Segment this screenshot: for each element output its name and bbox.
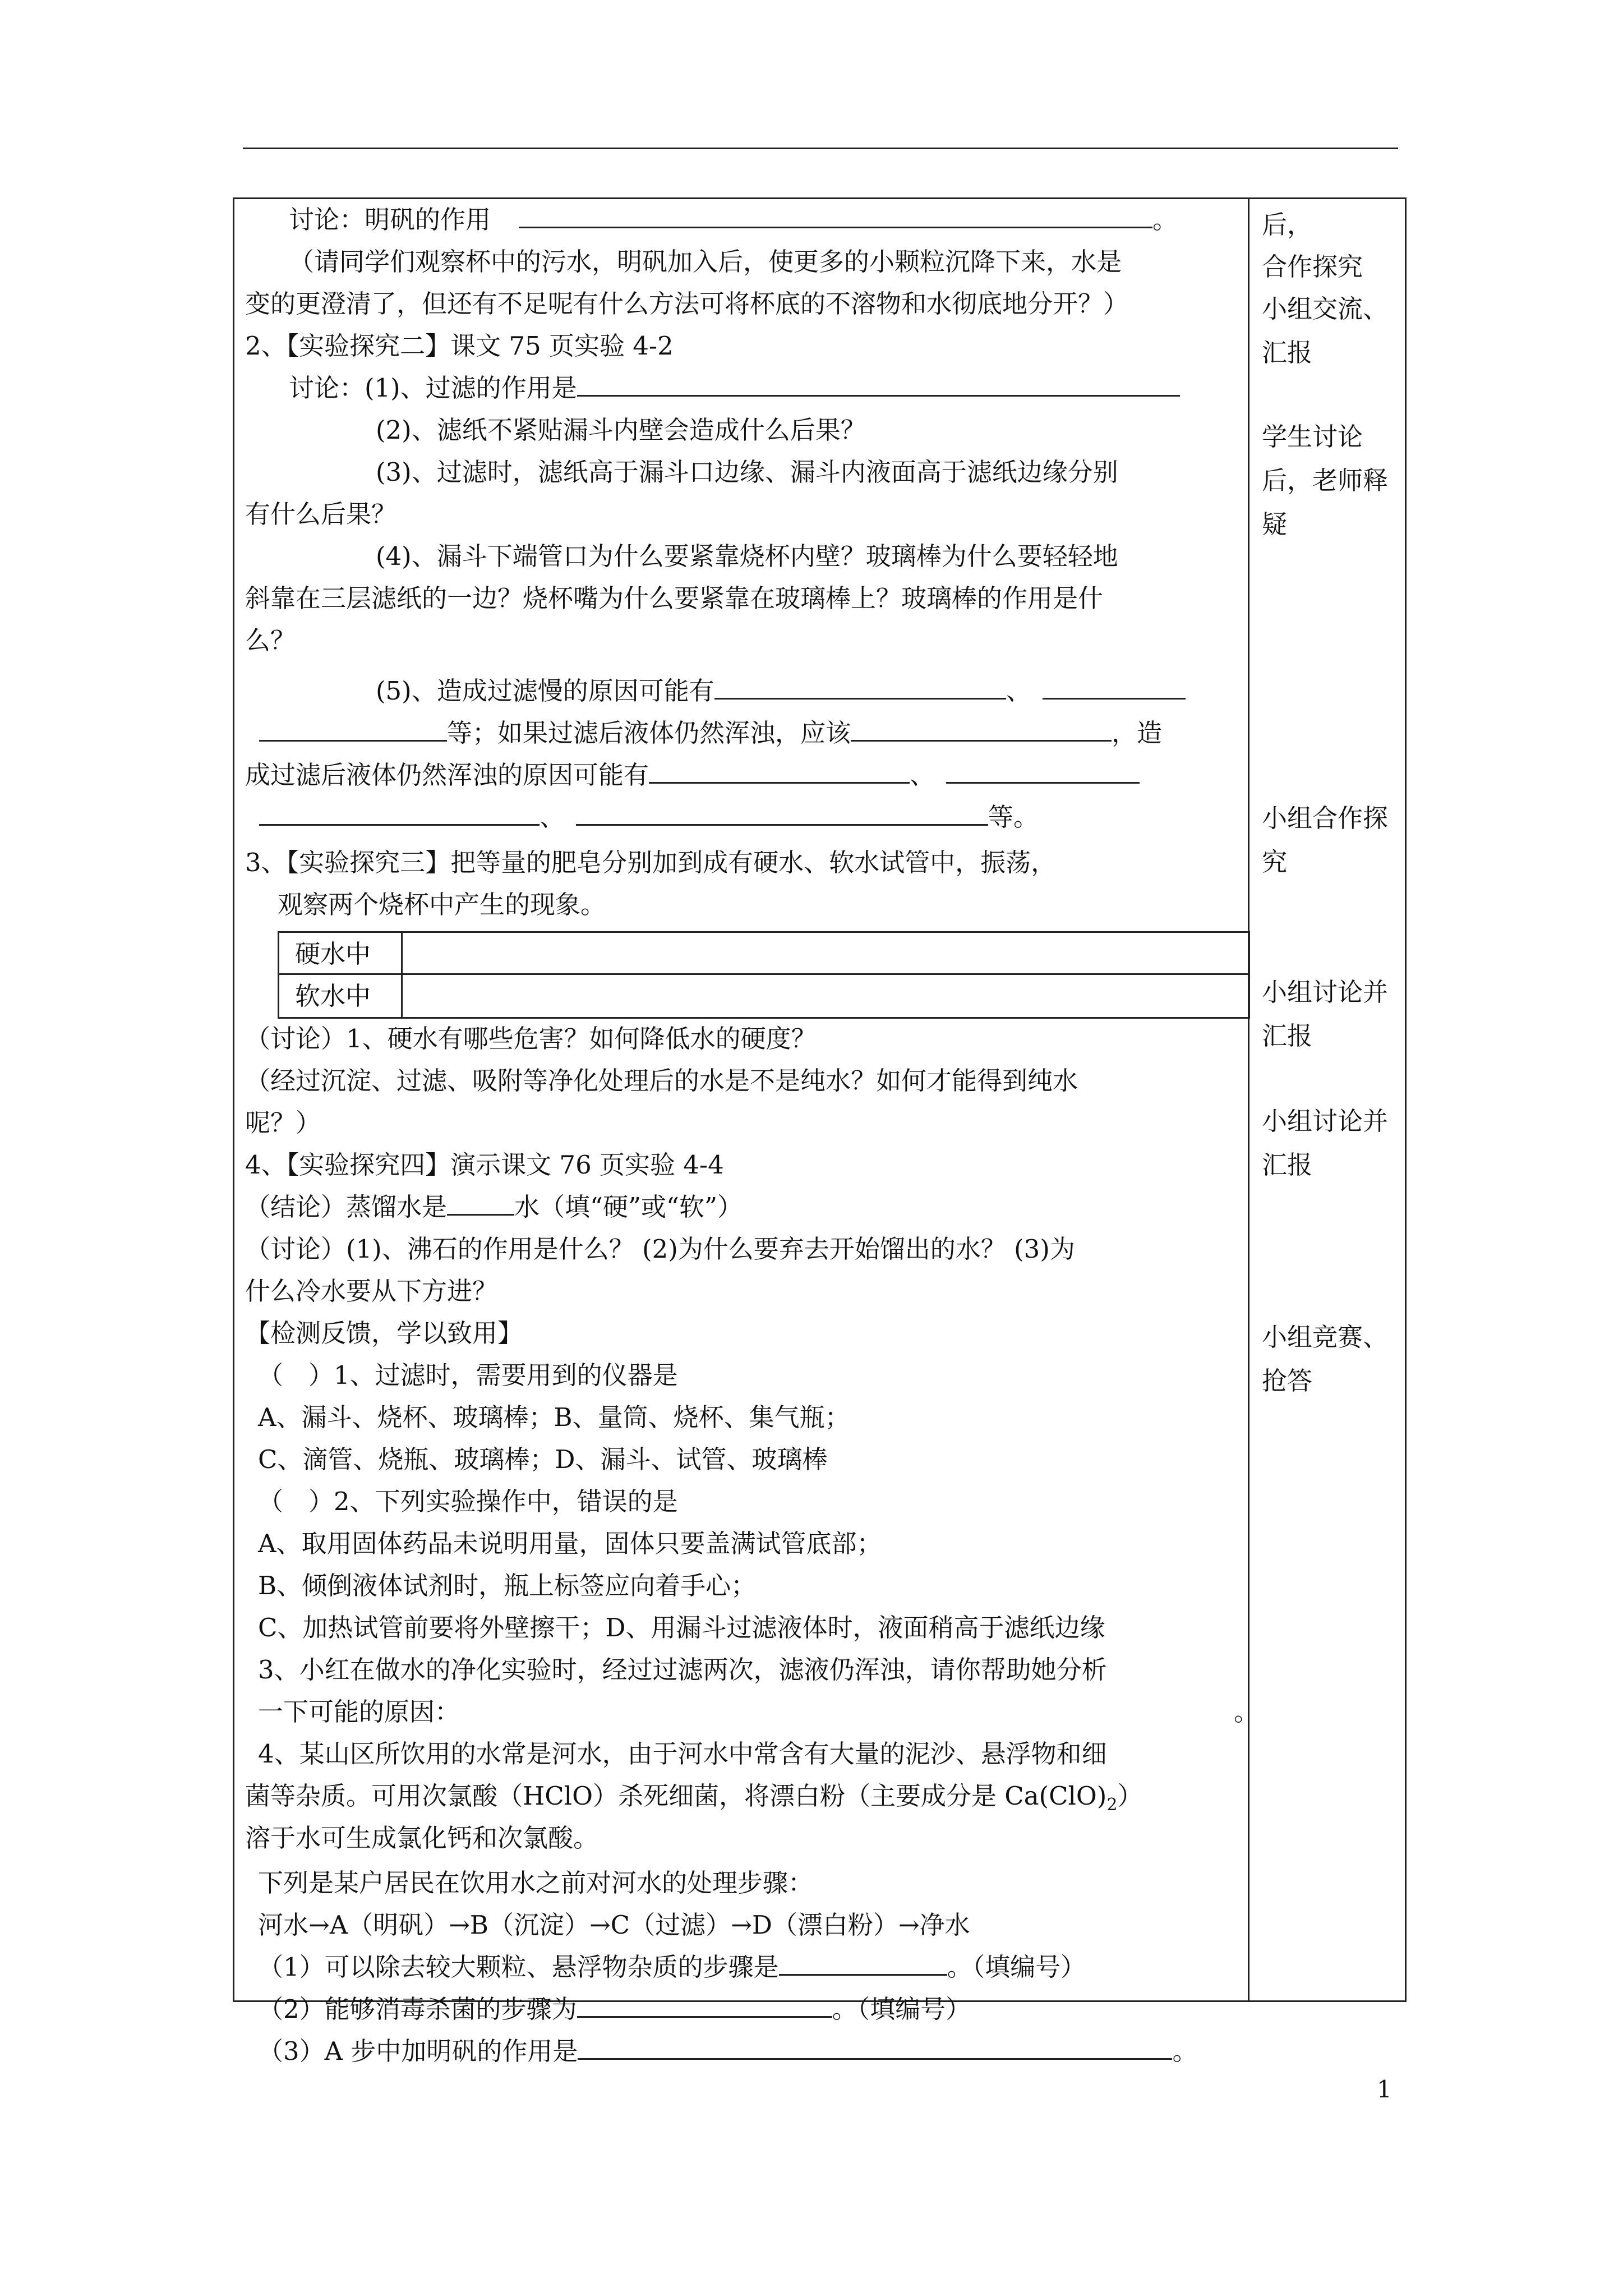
fill-line: （3）A 步中加明矾的作用是 。 [258, 2036, 1198, 2066]
answer-blank [259, 802, 540, 826]
side-note: 小组讨论并汇报 [1262, 977, 1389, 1051]
answer-blank [649, 760, 910, 784]
option-line: C、滴管、烧瓶、玻璃棒；D、漏斗、试管、玻璃棒 [258, 1444, 828, 1474]
answer-blank [576, 802, 988, 826]
answer-blank [577, 372, 1180, 397]
soap-observation-table [278, 931, 1250, 1019]
text-line: 什么冷水要从下方进？ [245, 1276, 498, 1306]
fill-line: （结论）蒸馏水是 水（填“硬”或“软”） [245, 1192, 743, 1222]
question-3: 3、小红在做水的净化实验时，经过过滤两次，滤液仍浑浊，请你帮助她分析 [258, 1655, 1107, 1685]
fill-line: (5)、造成过滤慢的原因可能有 、 [376, 674, 1186, 708]
side-note: 学生讨论后，老师释疑 [1262, 422, 1389, 539]
discussion-filter-1: 讨论：(1)、过滤的作用是 [289, 371, 1180, 405]
answer-blank [577, 1994, 832, 2018]
question-4: 4、某山区所饮用的水常是河水，由于河水中常含有大量的泥沙、悬浮物和细 [258, 1739, 1107, 1769]
answer-blank [851, 717, 1112, 742]
answer-blank [714, 675, 1006, 700]
side-note: 后， [1262, 210, 1313, 240]
option-line: A、漏斗、烧杯、玻璃棒；B、量筒、烧杯、集气瓶； [258, 1402, 850, 1432]
option-line: C、加热试管前要将外壁擦干；D、用漏斗过滤液体时，液面稍高于滤纸边缘 [258, 1613, 1105, 1642]
text-line: 观察两个烧杯中产生的现象。 [278, 890, 606, 919]
text-line: 有什么后果？ [245, 499, 397, 529]
question-2: （ ）2、下列实验操作中，错误的是 [258, 1487, 678, 1516]
section-heading: 3、【实验探究三】把等量的肥皂分别加到成有硬水、软水试管中，振荡， [245, 848, 1057, 877]
option-line: B、倾倒液体试剂时，瓶上标签应向着手心； [258, 1571, 757, 1600]
text-line: 斜靠在三层滤纸的一边？烧杯嘴为什么要紧靠在玻璃棒上？玻璃棒的作用是什 [245, 583, 1104, 613]
side-note: 小组讨论并汇报 [1262, 1106, 1389, 1180]
text-line: (2)、滤纸不紧贴漏斗内壁会造成什么后果？ [376, 415, 866, 445]
text-line: 变的更澄清了，但还有不足呢有什么方法可将杯底的不溶物和水彻底地分开？） [245, 289, 1129, 319]
row-label-hard-water: 硬水中 [279, 933, 403, 975]
fill-line: 等；如果过滤后液体仍然浑浊，应该 ，造 [245, 716, 1162, 750]
section-heading: 2、【实验探究二】课文 75 页实验 4-2 [245, 331, 674, 361]
side-note: 小组竞赛、抢答 [1262, 1322, 1389, 1396]
side-note: 合作探究 [1262, 252, 1363, 282]
answer-blank [259, 717, 447, 742]
table-row [279, 933, 1248, 975]
text-line: 下列是某户居民在饮用水之前对河水的处理步骤： [258, 1868, 814, 1898]
text-line: (4)、漏斗下端管口为什么要紧靠烧杯内壁？玻璃棒为什么要轻轻地 [376, 541, 1118, 571]
text-line: 菌等杂质。可用次氯酸（HClO）杀死细菌，将漂白粉（主要成分是 $Ca(ClO)_2$） [245, 1781, 1143, 1815]
text-line: 一下可能的原因： 。 [258, 1697, 1260, 1727]
section-heading: 【检测反馈，学以致用】 [245, 1318, 523, 1348]
column-divider [1248, 197, 1249, 2002]
fill-line: 成过滤后液体仍然浑浊的原因可能有 、 [245, 758, 1140, 792]
answer-blank [447, 1191, 514, 1216]
page-number: 1 [1377, 2076, 1392, 2103]
side-note: 小组交流、汇报 [1262, 294, 1389, 367]
process-chain: 河水→A（明矾）→B（沉淀）→C（过滤）→D（漂白粉）→净水 [258, 1910, 970, 1940]
section-heading: 4、【实验探究四】演示课文 76 页实验 4-4 [245, 1150, 724, 1180]
header-rule [243, 148, 1398, 149]
text-line: （讨论）1、硬水有哪些危害？如何降低水的硬度？ [245, 1024, 817, 1053]
answer-blank [1043, 675, 1186, 700]
text-line: （请同学们观察杯中的污水，明矾加入后，使更多的小颗粒沉降下来，水是 [289, 247, 1122, 277]
text-line: 呢？） [245, 1108, 321, 1138]
text-line: 溶于水可生成氯化钙和次氯酸。 [245, 1823, 599, 1853]
discussion-alum: 讨论：明矾的作用 。 [289, 205, 1178, 234]
side-note: 小组合作探究 [1262, 803, 1389, 877]
text-line: 么？ [245, 625, 296, 655]
fill-line: 、 等。 [245, 800, 1039, 834]
text-line: （经过沉淀、过滤、吸附等净化处理后的水是不是纯水？如何才能得到纯水 [245, 1066, 1078, 1096]
fill-line: （2）能够消毒杀菌的步骤为 。（填编号） [258, 1994, 971, 2024]
text-line: (3)、过滤时，滤纸高于漏斗口边缘、漏斗内液面高于滤纸边缘分别 [376, 457, 1118, 487]
answer-blank [578, 2036, 1172, 2060]
fill-line: （1）可以除去较大颗粒、悬浮物杂质的步骤是 。（填编号） [258, 1952, 1086, 1982]
row-label-soft-water: 软水中 [279, 975, 403, 1017]
answer-blank [946, 760, 1140, 784]
option-line: A、取用固体药品未说明用量，固体只要盖满试管底部； [258, 1529, 882, 1558]
table-row [279, 975, 1248, 1017]
text-line: （讨论）(1)、沸石的作用是什么？ (2)为什么要弃去开始馏出的水？ (3)为 [245, 1234, 1075, 1264]
answer-blank [779, 1952, 947, 1976]
answer-blank [519, 204, 1152, 228]
question-1: （ ）1、过滤时，需要用到的仪器是 [258, 1360, 678, 1390]
